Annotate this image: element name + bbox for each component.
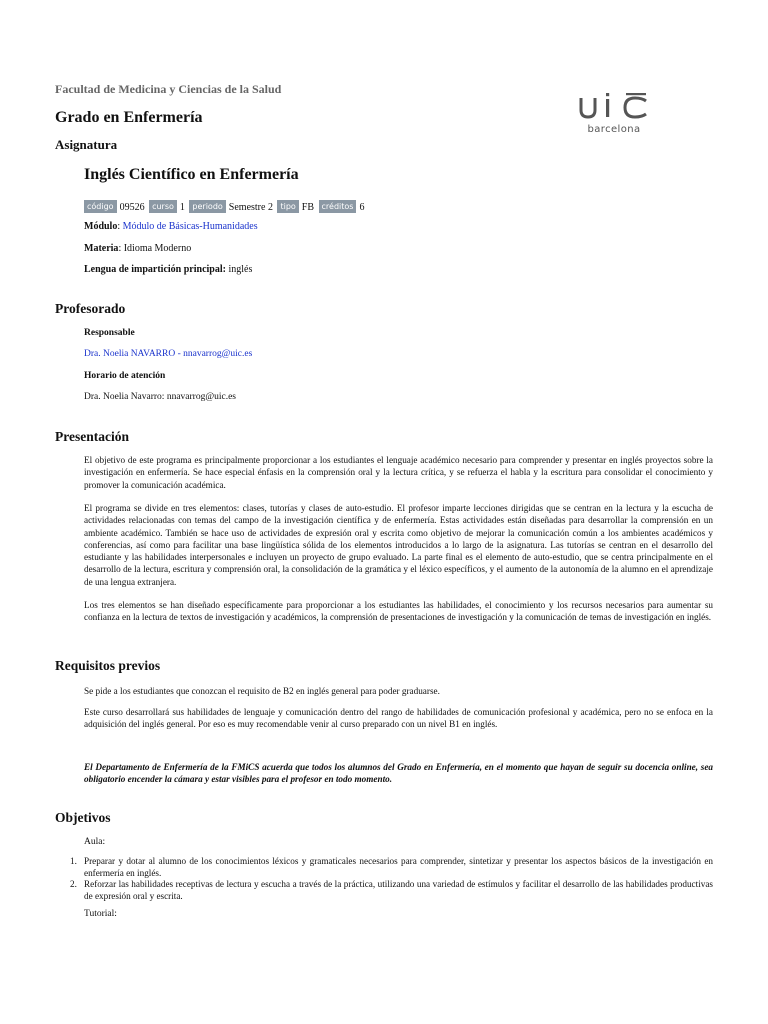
lengua-value: inglés (228, 264, 253, 275)
course-title: Inglés Científico en Enfermería (84, 166, 299, 183)
objetivo-text-2: Reforzar las habilidades receptivas de lectura y escucha a través de la práctica, utilizando una variedad de estímulos y facilitar el desarrollo de las habilidades productivas de expresión oral y escrita. (84, 879, 713, 901)
uic-logo (578, 92, 650, 138)
meta-value-creditos: 6 (359, 202, 365, 213)
presentacion-heading: Presentación (55, 429, 129, 444)
meta-value-codigo: 09526 (119, 202, 145, 213)
logo-text: barcelona (587, 124, 641, 135)
uic-logo-mark (578, 92, 650, 122)
presentacion-paragraph-1: El objetivo de este programa es principalmente proporcionar a los estudiantes el lenguaje académico necesario para comprender y presentar en inglés proyectos sobre la investigación en enfermería. Se hace especial énfasis en la comprensión oral y la lectura crítica, y se refuerza el habla y la escritura para consolidar el conocimiento y promover la comunicación académica. (84, 455, 713, 490)
subject-label: Asignatura (55, 137, 118, 152)
horario-label-text: Horario de atención (84, 371, 166, 381)
responsable-label-text: Responsable (84, 328, 135, 338)
lengua-line (84, 264, 252, 275)
horario-value: Dra. Noelia Navarro: nnavarrog@uic.es (84, 392, 236, 402)
course-meta-row (84, 200, 366, 213)
modulo-label: Módulo (84, 221, 118, 232)
profesorado-heading: Profesorado (55, 301, 126, 316)
tutorial-label: Tutorial: (84, 909, 117, 919)
meta-tag-curso: curso (149, 200, 177, 213)
modulo-link[interactable]: Módulo de Básicas-Humanidades (122, 221, 258, 232)
aula-label: Aula: (84, 837, 106, 847)
presentacion-paragraph-3: Los tres elementos se han diseñado específicamente para proporcionar a los estudiantes las habilidades, el conocimiento y los recursos necesarios para aumentar su confianza en la lectura de textos de investigación y académicos, la comprensión de presentaciones de investigación y la comunicación de temas de investigación en inglés. (84, 600, 713, 623)
meta-value-tipo: FB (301, 202, 315, 213)
objetivos-heading: Objetivos (55, 810, 111, 825)
objetivo-text-1: Preparar y dotar al alumno de los conocimientos léxicos y gramaticales necesarios para comprender, sintetizar y presentar los aspectos básicos de la investigación en enfermería en inglés. (84, 856, 713, 878)
requisitos-heading: Requisitos previos (55, 658, 161, 673)
camera-notice: El Departamento de Enfermería de la FMiCS acuerda que todos los alumnos del Grado en Enfermería, en el momento que hayan de seguir su docencia online, sea obligatorio encender la cámara y estar visibles para el profesor en todo momento. (84, 762, 713, 785)
degree-title: Grado en Enfermería (55, 109, 203, 126)
list-item: 1. Preparar y dotar al alumno de los conocimientos léxicos y gramaticales necesarios para comprender, sintetizar y presentar los aspectos básicos de la investigación en enfermería en inglés. (70, 856, 713, 878)
requisitos-paragraph-1: Se pide a los estudiantes que conozcan el requisito de B2 en inglés general para poder graduarse. (84, 686, 440, 696)
meta-tag-periodo: periodo (189, 200, 225, 213)
modulo-line: Módulo: Módulo de Básicas-Humanidades (84, 221, 258, 232)
meta-tag-creditos: créditos (319, 200, 357, 213)
responsable-label (84, 328, 135, 338)
list-item: 2. Reforzar las habilidades receptivas de lectura y escucha a través de la práctica, utilizando una variedad de estímulos y facilitar el desarrollo de las habilidades productivas de expresión oral y escrita. (70, 879, 713, 901)
meta-value-curso: 1 (179, 202, 185, 213)
presentacion-paragraph-2: El programa se divide en tres elementos: clases, tutorías y clases de auto-estudio. El profesor imparte lecciones dirigidas que se centran en la lectura y la escucha de actividades relacionadas con temas del campo de la investigación científica y de enfermería. Estas actividades están diseñadas para desarrollar la comprensión en un ambiente académico. También se hace uso de actividades de expresión oral y escrita como objetivo de mejorar la comunicación común a los ambientes académicos y conferencias, así como para facilitar una base lingüística sólida de los elementos introducidos a lo largo de la asignatura. Las tutorías se centran en el desarrollo del estudiante y las habilidades interpersonales e incluyen un proyecto de grupo evaluado. La parte final es el elemento de auto-estudio, que se centra principalmente en el desarrollo de la lectura, escritura y comprensión oral, la consolidación de la gramática y el léxico específicos, y el aumento de la autonomía de la alumno en el aprendizaje de una lengua extranjera. (84, 503, 713, 587)
meta-tag-tipo: tipo (277, 200, 298, 213)
responsable-line (84, 349, 252, 359)
horario-label (84, 371, 165, 381)
materia-value: Idioma Moderno (123, 243, 192, 254)
objetivos-list (70, 856, 713, 902)
materia-line: Materia: Idioma Moderno (84, 243, 192, 254)
responsable-link[interactable]: Dra. Noelia NAVARRO - nnavarrog@uic.es (84, 349, 253, 359)
lengua-label: Lengua de impartición principal: (84, 264, 226, 275)
requisitos-paragraph-2: Este curso desarrollará sus habilidades de lenguaje y comunicación dentro del rango de habilidades de comunicación profesional y académica, pero no se enfoca en la adquisición del inglés general. Por eso es muy recomendable venir al curso preparado con un nivel B1 en inglés. (84, 707, 713, 730)
meta-value-periodo: Semestre 2 (228, 202, 273, 213)
faculty-name: Facultad de Medicina y Ciencias de la Salud (55, 82, 282, 96)
meta-tag-codigo: código (84, 200, 117, 213)
materia-label: Materia (84, 243, 119, 254)
